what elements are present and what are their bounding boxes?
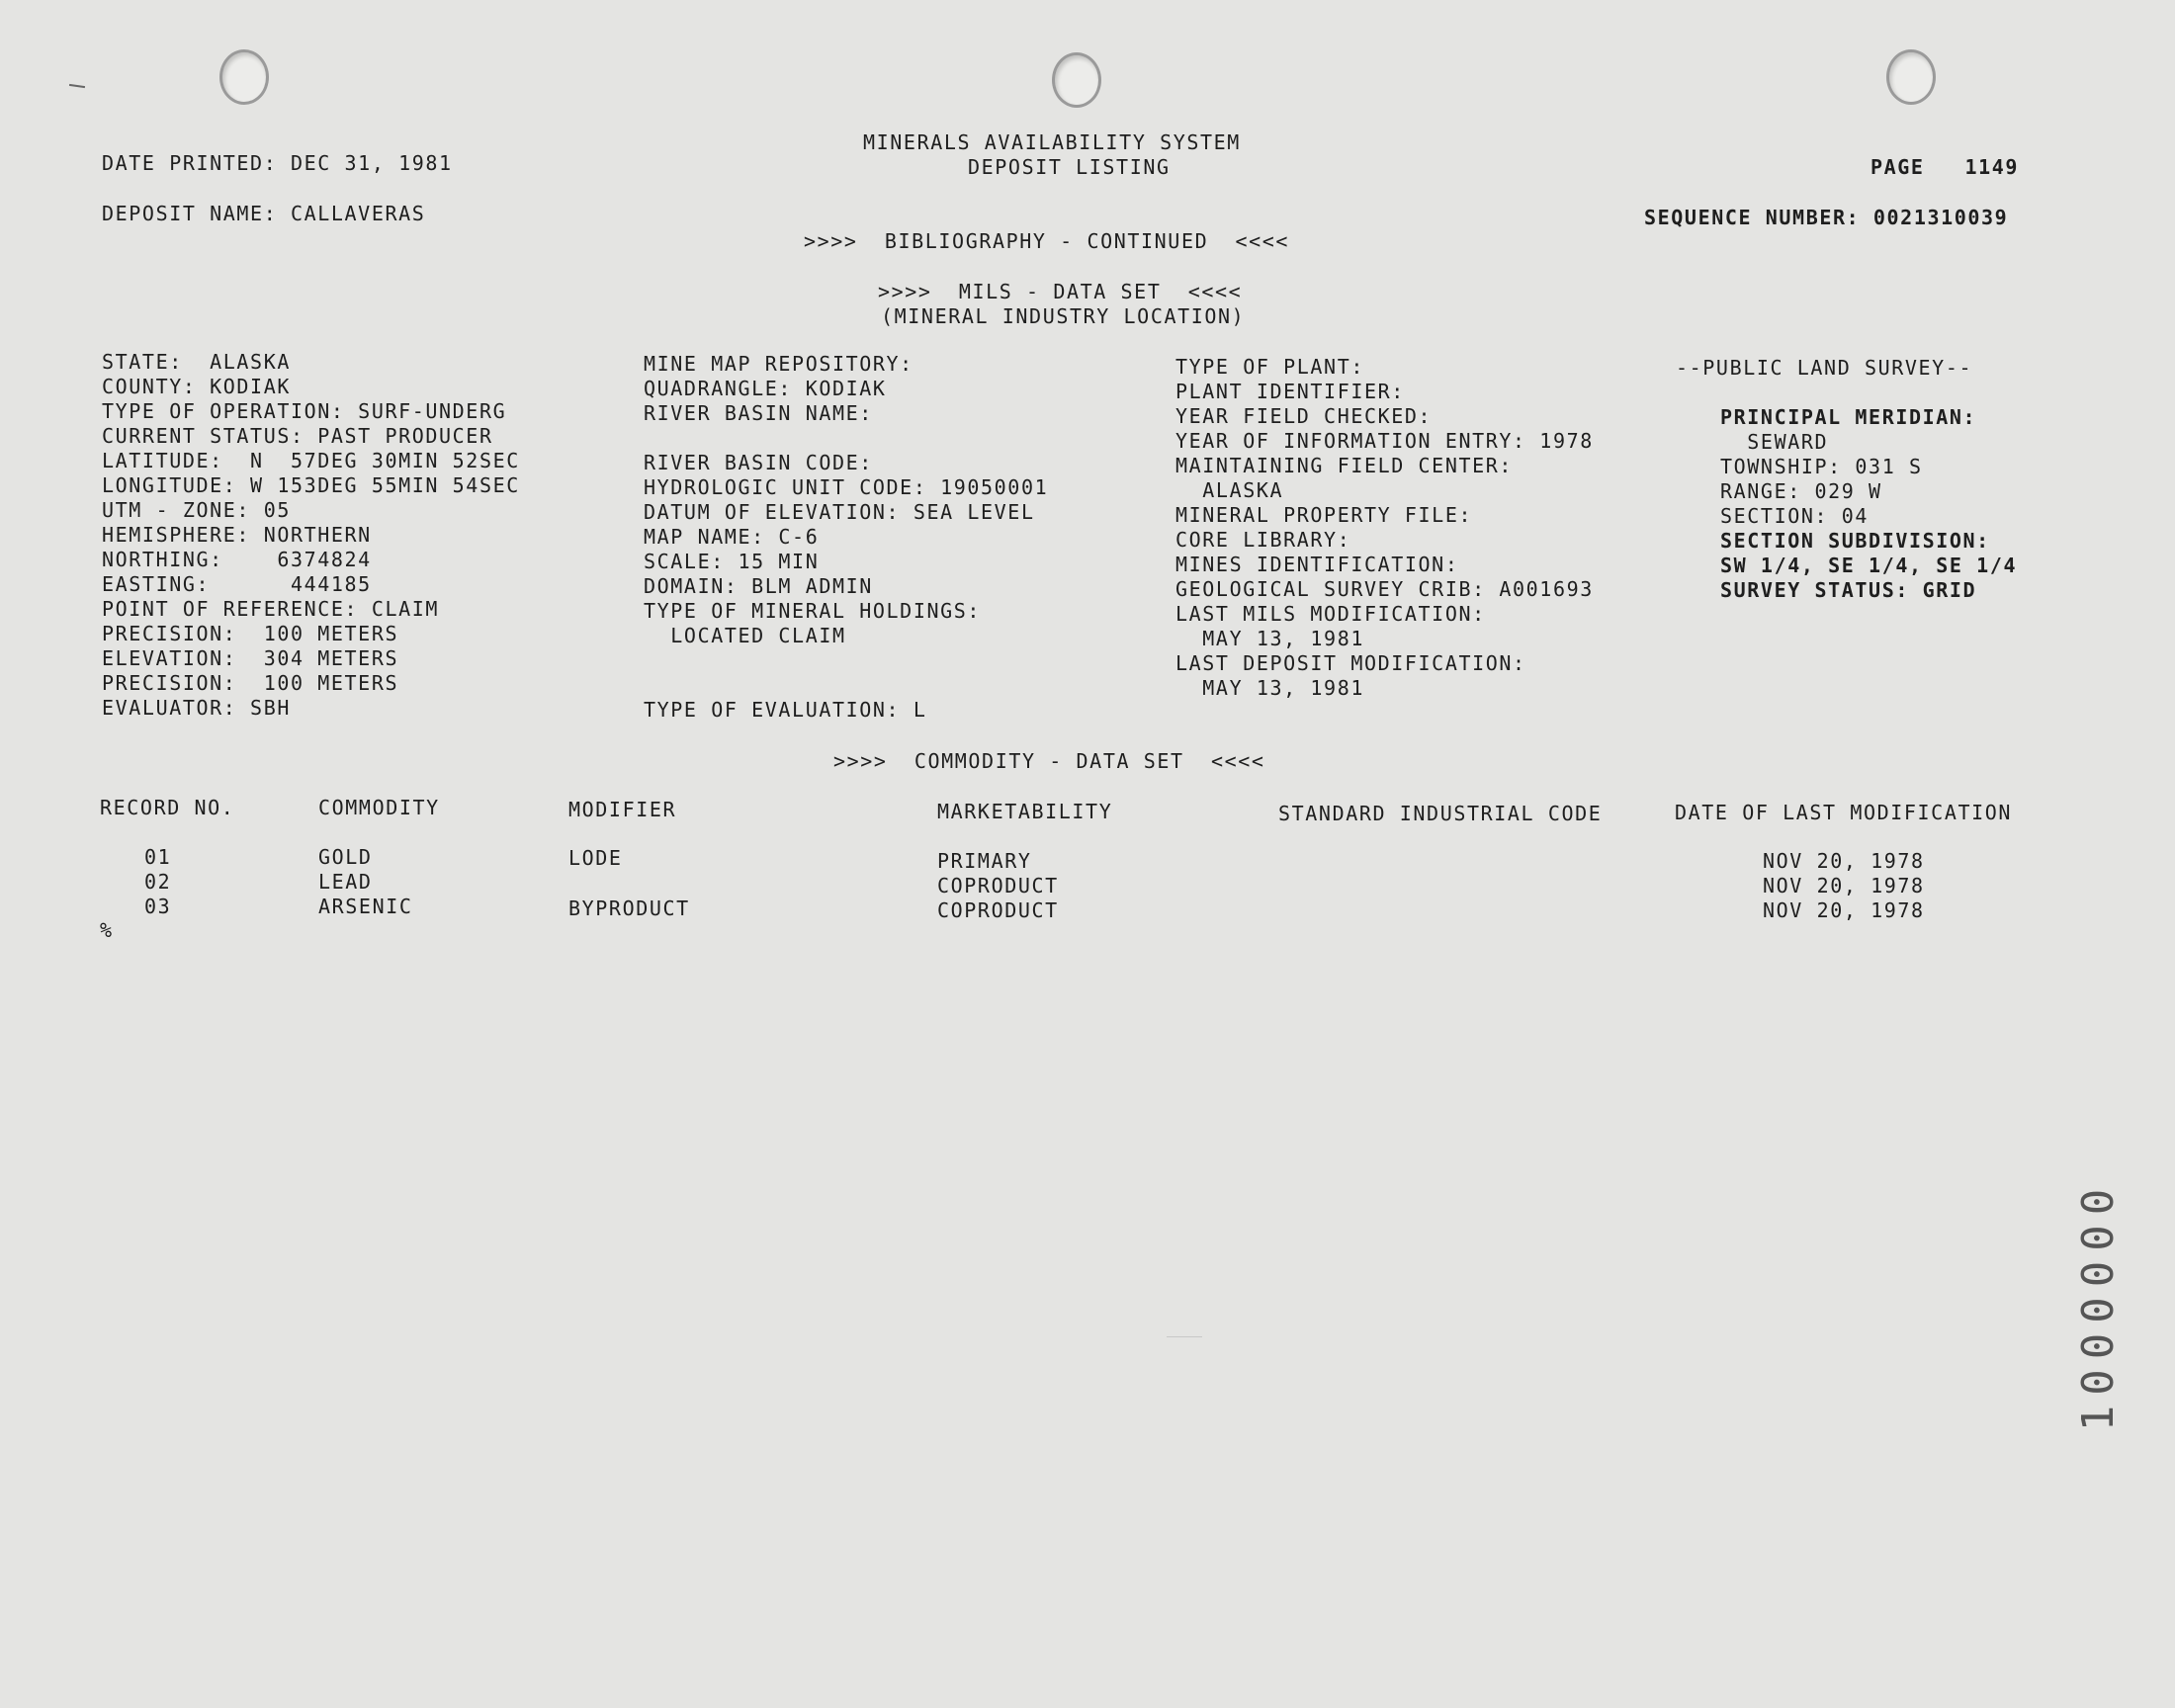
header-commodity: COMMODITY	[318, 796, 440, 819]
margin-stamp-text: 1000000	[2073, 1178, 2125, 1432]
row-1-modifier: LODE	[568, 846, 623, 870]
elevation-precision-field: PRECISION: 100 METERS	[102, 671, 399, 695]
land-survey-heading: --PUBLIC LAND SURVEY--	[1676, 356, 1973, 380]
last-deposit-modification-field: LAST DEPOSIT MODIFICATION:	[1175, 651, 1526, 675]
margin-stamp	[2042, 1178, 2125, 1432]
section-subdivision-field: SECTION SUBDIVISION:	[1720, 529, 1990, 553]
domain-field: DOMAIN: BLM ADMIN	[644, 574, 873, 598]
row-3-date: NOV 20, 1978	[1763, 898, 1925, 922]
mils-subheading: (MINERAL INDUSTRY LOCATION)	[881, 304, 1246, 328]
last-mils-modification-field: LAST MILS MODIFICATION:	[1175, 602, 1486, 626]
row-3-modifier: BYPRODUCT	[568, 897, 690, 920]
blank-line	[644, 673, 1048, 698]
header-record-no: RECORD NO.	[100, 796, 235, 819]
latitude-field: LATITUDE: N 57DEG 30MIN 52SEC	[102, 449, 520, 472]
operation-type-field: TYPE OF OPERATION: SURF-UNDERG	[102, 399, 507, 423]
row-1-commodity: GOLD	[318, 845, 373, 869]
row-3-commodity: ARSENIC	[318, 895, 413, 918]
deposit-name: DEPOSIT NAME: CALLAVERAS	[102, 202, 426, 225]
elevation-field: ELEVATION: 304 METERS	[102, 646, 399, 670]
mineral-holdings-field: TYPE OF MINERAL HOLDINGS:	[644, 599, 982, 623]
margin-mark	[69, 84, 85, 88]
date-printed: DATE PRINTED: DEC 31, 1981	[102, 151, 453, 175]
longitude-field: LONGITUDE: W 153DEG 55MIN 54SEC	[102, 473, 520, 497]
state-field: STATE: ALASKA	[102, 350, 291, 374]
row-2-marketability: COPRODUCT	[937, 874, 1059, 897]
core-library-field: CORE LIBRARY:	[1175, 528, 1351, 552]
sequence-number: SEQUENCE NUMBER: 0021310039	[1644, 206, 2009, 229]
last-deposit-modification-value: MAY 13, 1981	[1175, 676, 1364, 700]
commodity-heading: >>>> COMMODITY - DATA SET <<<<	[833, 749, 1265, 773]
hemisphere-field: HEMISPHERE: NORTHERN	[102, 523, 372, 547]
row-1-date: NOV 20, 1978	[1763, 849, 1925, 873]
quadrangle-field: QUADRANGLE: KODIAK	[644, 377, 887, 400]
section-subdivision-value: SW 1/4, SE 1/4, SE 1/4	[1720, 554, 2018, 577]
information-entry-year-field: YEAR OF INFORMATION ENTRY: 1978	[1175, 429, 1594, 453]
survey-status-field: SURVEY STATUS: GRID	[1720, 578, 1977, 602]
current-status-field: CURRENT STATUS: PAST PRODUCER	[102, 424, 493, 448]
river-basin-name-field: RIVER BASIN NAME:	[644, 401, 873, 425]
punch-hole-center	[1052, 52, 1101, 108]
hydrologic-unit-code-field: HYDROLOGIC UNIT CODE: 19050001	[644, 475, 1049, 499]
evaluator-field: EVALUATOR: SBH	[102, 696, 291, 720]
end-marker: %	[100, 918, 114, 942]
property-file-field: MINERAL PROPERTY FILE:	[1175, 503, 1473, 527]
mines-identification-field: MINES IDENTIFICATION:	[1175, 553, 1459, 576]
page-number: PAGE 1149	[1870, 155, 2020, 179]
river-basin-code-field: RIVER BASIN CODE:	[644, 451, 873, 474]
land-survey-column	[1676, 356, 2017, 603]
plant-column	[1175, 355, 1594, 701]
year-field-checked-field: YEAR FIELD CHECKED:	[1175, 404, 1433, 428]
evaluation-type-field: TYPE OF EVALUATION: L	[644, 698, 927, 722]
blank-line	[644, 426, 1048, 451]
mineral-holdings-value: LOCATED CLAIM	[644, 624, 846, 647]
field-center-value: ALASKA	[1175, 478, 1284, 502]
scan-mark	[1167, 1336, 1202, 1337]
row-3-record: 03	[144, 895, 172, 918]
field-center-field: MAINTAINING FIELD CENTER:	[1175, 454, 1514, 477]
header-sic: STANDARD INDUSTRIAL CODE	[1278, 802, 1603, 825]
principal-meridian-value: SEWARD	[1720, 430, 1829, 454]
mine-map-repository-field: MINE MAP REPOSITORY:	[644, 352, 914, 376]
plant-type-field: TYPE OF PLANT:	[1175, 355, 1364, 379]
section-field: SECTION: 04	[1720, 504, 1870, 528]
map-column	[644, 352, 1048, 723]
survey-crib-field: GEOLOGICAL SURVEY CRIB: A001693	[1175, 577, 1594, 601]
row-1-marketability: PRIMARY	[937, 849, 1032, 873]
location-column	[102, 350, 520, 721]
blank-line	[644, 648, 1048, 673]
header-date-of-last-modification: DATE OF LAST MODIFICATION	[1675, 801, 2013, 824]
bibliography-heading: >>>> BIBLIOGRAPHY - CONTINUED <<<<	[804, 229, 1290, 253]
listing-title: DEPOSIT LISTING	[968, 155, 1171, 179]
easting-field: EASTING: 444185	[102, 572, 372, 596]
row-3-marketability: COPRODUCT	[937, 898, 1059, 922]
punch-hole-right	[1886, 49, 1936, 105]
row-2-date: NOV 20, 1978	[1763, 874, 1925, 897]
blank-line	[1676, 381, 2017, 405]
township-field: TOWNSHIP: 031 S	[1720, 455, 1923, 478]
row-2-record: 02	[144, 870, 172, 894]
datum-of-elevation-field: DATUM OF ELEVATION: SEA LEVEL	[644, 500, 1035, 524]
principal-meridian-field: PRINCIPAL MERIDIAN:	[1720, 405, 1977, 429]
system-title: MINERALS AVAILABILITY SYSTEM	[863, 130, 1241, 154]
point-of-reference-field: POINT OF REFERENCE: CLAIM	[102, 597, 440, 621]
header-marketability: MARKETABILITY	[937, 800, 1113, 823]
last-mils-modification-value: MAY 13, 1981	[1175, 627, 1364, 650]
county-field: COUNTY: KODIAK	[102, 375, 291, 398]
row-2-commodity: LEAD	[318, 870, 373, 894]
precision-field: PRECISION: 100 METERS	[102, 622, 399, 645]
plant-identifier-field: PLANT IDENTIFIER:	[1175, 380, 1405, 403]
utm-zone-field: UTM - ZONE: 05	[102, 498, 291, 522]
map-name-field: MAP NAME: C-6	[644, 525, 820, 549]
mils-heading: >>>> MILS - DATA SET <<<<	[878, 280, 1243, 303]
scale-field: SCALE: 15 MIN	[644, 550, 820, 573]
punch-hole-left	[219, 49, 269, 105]
row-1-record: 01	[144, 845, 172, 869]
range-field: RANGE: 029 W	[1720, 479, 1882, 503]
northing-field: NORTHING: 6374824	[102, 548, 372, 571]
header-modifier: MODIFIER	[568, 798, 677, 821]
